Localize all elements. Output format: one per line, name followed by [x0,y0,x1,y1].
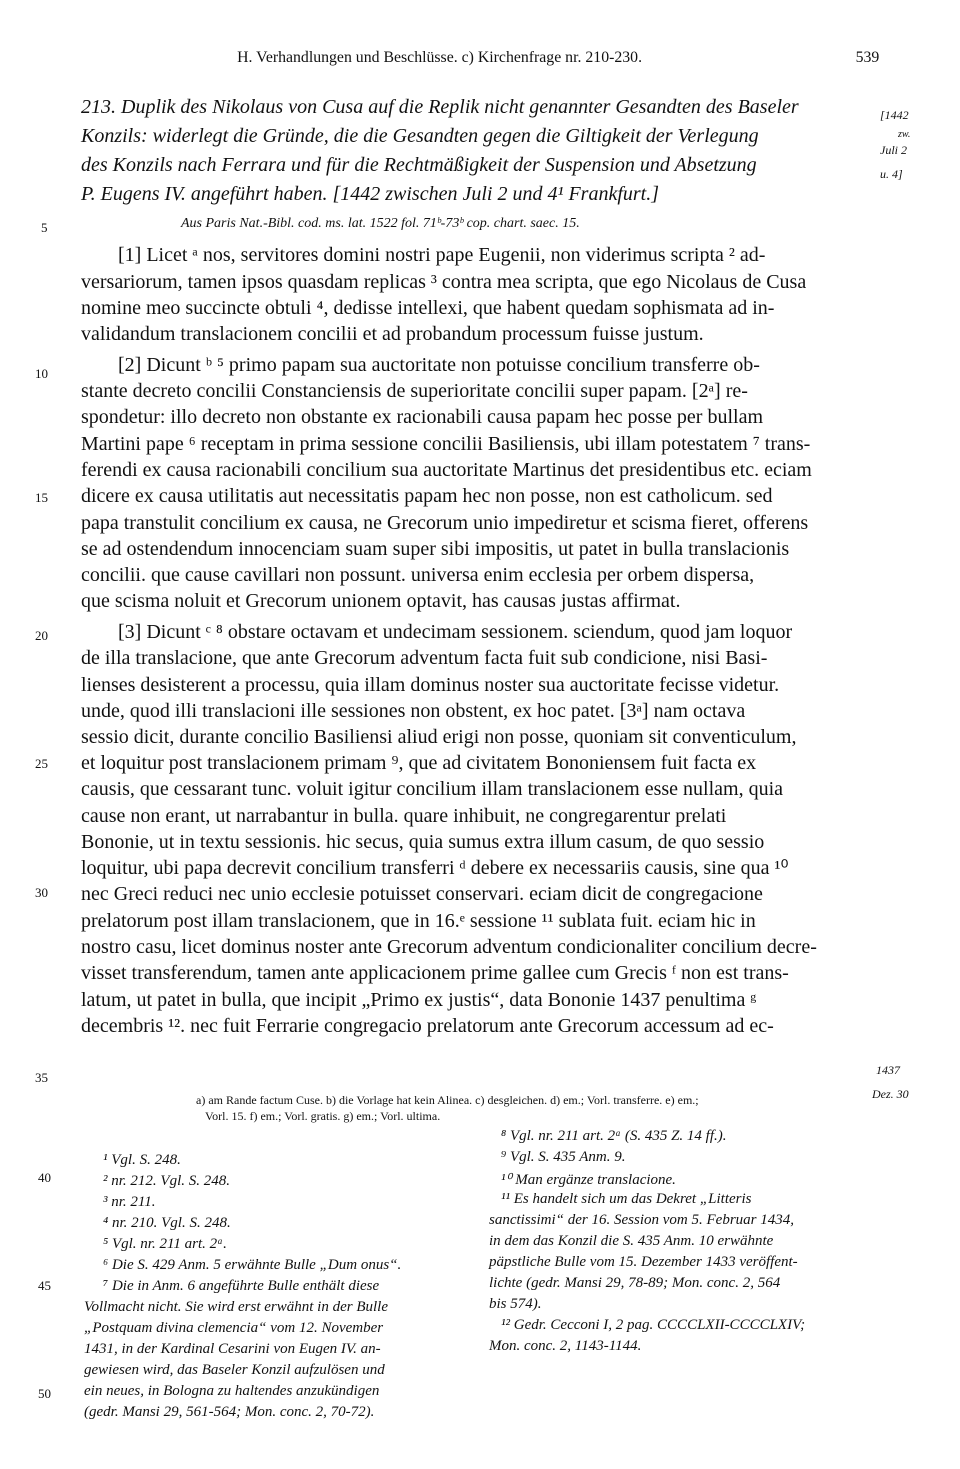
line-number: 25 [35,756,48,771]
footnote: Mon. conc. 2, 1143-1144. [489,1338,642,1354]
footnote: ² nr. 212. Vgl. S. 248. [103,1173,231,1189]
body-line: [1] Licet ᵃ nos, servitores domini nostri pape Eugenii, non viderimus scripta ² ad- [118,244,766,266]
apparatus-line: Vorl. 15. f) em.; Vorl. gratis. g) em.; Vorl. ultima. [205,1109,441,1123]
source-note: Aus Paris Nat.-Bibl. cod. ms. lat. 1522 fol. 71ᵇ-73ᵇ cop. chart. saec. 15. [181,216,580,231]
footnote: ein neues, in Bologna zu haltendes anzukündigen [84,1383,380,1399]
body-line: versariorum, tamen ipsos quasdam replicas ³ contra mea scripta, que ego Nicolaus de Cusa [81,271,807,293]
body-line: stante decreto concilii Constanciensis de superioritate concilii super papam. [2ᵃ] re- [81,380,748,402]
footnote: sanctissimi“ der 16. Session vom 5. Februar 1434, [489,1212,794,1228]
footnote: bis 574). [489,1296,542,1312]
margin-note-date: u. 4] [880,167,903,181]
margin-note-date: Dez. 30 [872,1087,909,1101]
margin-note-date: 1437 [876,1063,900,1077]
body-line: nomine meo succincte obtuli ⁴, dedisse intellexi, que habent quedam sophismata ad in- [81,297,775,319]
footnote: (gedr. Mansi 29, 561-564; Mon. conc. 2, 70-72). [84,1404,375,1420]
margin-note-date: [1442 [880,108,909,122]
body-line: [2] Dicunt ᵇ ⁵ primo papam sua auctoritate non potuisse concilium transferre ob- [118,354,760,376]
body-line: sessio dicit, durante concilio Basiliensi aliud erigi non posse, quoniam sit conventiculum, [81,726,797,748]
body-line: que scisma noluit et Grecorum unionem optavit, has causas justas affirmat. [81,590,681,612]
footnote: ⁸ Vgl. nr. 211 art. 2ᵃ (S. 435 Z. 14 ff.). [501,1128,727,1144]
line-number: 20 [35,628,48,643]
body-line: latum, ut patet in bulla, que incipit „Primo ex justis“, data Bononie 1437 penultima ᵍ [81,989,757,1011]
body-line: nec Greci reduci nec unio ecclesie potuisset conservari. eciam dicit de congregacione [81,883,763,905]
margin-note-date: Juli 2 [880,143,907,157]
line-number: 10 [35,366,48,381]
footnote: ¹⁰ Man ergänze translacione. [501,1172,676,1188]
line-number: 45 [38,1278,51,1293]
heading-line-3: des Konzils nach Ferrara und für die Rechtmäßigkeit der Suspension und Absetzung [81,154,757,176]
footnote: 1431, in der Kardinal Cesarini von Eugen IV. an- [84,1341,381,1357]
body-line: validandum translacionem concilii et ad probandum processum fuisse justum. [81,323,704,345]
body-line: cause non erant, ut narrabantur in bulla. quare inhibuit, ne congregarentur prelati [81,805,727,827]
body-line: de illa translacione, que ante Grecorum adventum facta fuit sub condicione, nisi Basi- [81,647,768,669]
heading-line-4: P. Eugens IV. angeführt haben. [1442 zwischen Juli 2 und 4¹ Frankfurt.] [81,183,660,205]
heading-line-1: 213. Duplik des Nikolaus von Cusa auf die Replik nicht genannter Gesandten des Baseler [81,96,799,118]
body-line: unde, quod illi translacioni ille sessiones non obstent, ex hoc patet. [3ᵃ] nam octava [81,700,746,722]
body-line: loquitur, ubi papa decrevit concilium transferri ᵈ debere ex necessariis causis, sine qua ¹⁰ [81,857,789,879]
footnote: ³ nr. 211. [103,1194,156,1210]
body-line: Martini pape ⁶ receptam in prima sessione concilii Basiliensis, ubi illam potestatem ⁷ trans- [81,433,811,455]
body-line: visset transferendum, tamen ante applicacionem prime gallee cum Grecis ᶠ non est trans- [81,962,789,984]
body-line: papa transtulit concilium ex causa, ne Grecorum unio impediretur et scisma fieret, offerens [81,512,809,534]
footnote: Vollmacht nicht. Sie wird erst erwähnt in der Bulle [84,1299,388,1315]
footnote: ⁶ Die S. 429 Anm. 5 erwähnte Bulle „Dum onus“. [103,1257,402,1273]
line-number: 30 [35,885,48,900]
body-line: nostro casu, licet dominus noster ante Grecorum adventum condicionaliter concilium decre- [81,936,817,958]
footnote: lichte (gedr. Mansi 29, 78-89; Mon. conc. 2, 564 [489,1275,781,1291]
line-number: 40 [38,1170,51,1185]
footnote: ¹ Vgl. S. 248. [103,1152,181,1168]
heading-line-2: Konzils: widerlegt die Gründe, die die Gesandten gegen die Giltigkeit der Verlegung [81,125,759,147]
footnote: ⁷ Die in Anm. 6 angeführte Bulle enthält diese [103,1278,380,1294]
body-line: spondetur: illo decreto non obstante ex racionabili causa papam hec posse per bullam [81,406,764,428]
body-line: decembris ¹². nec fuit Ferrarie congregacio prelatorum ante Grecorum accessum ad ec- [81,1015,774,1037]
page-number: 539 [855,49,880,66]
footnote: gewiesen wird, das Baseler Konzil aufzulösen und [84,1362,385,1378]
footnote: ⁹ Vgl. S. 435 Anm. 9. [501,1149,626,1165]
body-line: Bononie, ut in textu sessionis. hic secus, quia sumus extra illum casum, de quo sessio [81,831,765,853]
body-line: dicere ex causa utilitatis aut necessitatis papam hec non posse, non est catholicum. sed [81,485,773,507]
line-number: 50 [38,1386,51,1401]
footnote: ⁴ nr. 210. Vgl. S. 248. [103,1215,231,1231]
body-line: et loquitur post translacionem primam ⁹, que ad civitatem Bononiensem fuit facta ex [81,752,757,774]
body-line: causis, que cessarant tunc. voluit igitur concilium illam translacionem esse nullam, quia [81,778,784,800]
body-line: se ad ostendendum innocenciam suam super sibi impositis, ut patet in bulla translacionis [81,538,790,560]
footnote: „Postquam divina clemencia“ vom 12. November [84,1320,384,1336]
body-line: lienses desisterent a processu, quia illam dominus noster sua auctoritate fecisse videtur. [81,674,780,696]
body-line: ferendi ex causa racionabili concilium sua auctoritate Martinus det presidentibus etc. eciam [81,459,812,481]
line-number: 15 [35,490,48,505]
footnote: ⁵ Vgl. nr. 211 art. 2ᵃ. [103,1236,227,1252]
apparatus-line: a) am Rande factum Cuse. b) die Vorlage hat kein Alinea. c) desgleichen. d) em.; Vorl. transferre. e) em.; [196,1093,699,1107]
body-line: prelatorum post illam translacionem, que in 16.ᵉ sessione ¹¹ sublata fuit. eciam hic in [81,910,756,932]
footnote: ¹¹ Es handelt sich um das Dekret „Litteris [501,1191,752,1207]
footnote: in dem das Konzil die S. 435 Anm. 10 erwähnte [489,1233,774,1249]
body-line: [3] Dicunt ᶜ ⁸ obstare octavam et undecimam sessionem. sciendum, quod jam loquor [118,621,793,643]
footnote: päpstliche Bulle vom 15. Dezember 1433 veröffent- [489,1254,798,1270]
line-number: 35 [35,1070,48,1085]
running-head-title: H. Verhandlungen und Beschlüsse. c) Kirchenfrage nr. 210-230. [237,49,643,66]
margin-note-date: zw. [898,129,911,140]
line-number: 5 [41,220,48,235]
body-line: concilii. que cause cavillari non possunt. universa enim ecclesia per orbem dispersa, [81,564,755,586]
footnote: ¹² Gedr. Cecconi I, 2 pag. CCCCLXII-CCCCLXIV; [501,1317,806,1333]
